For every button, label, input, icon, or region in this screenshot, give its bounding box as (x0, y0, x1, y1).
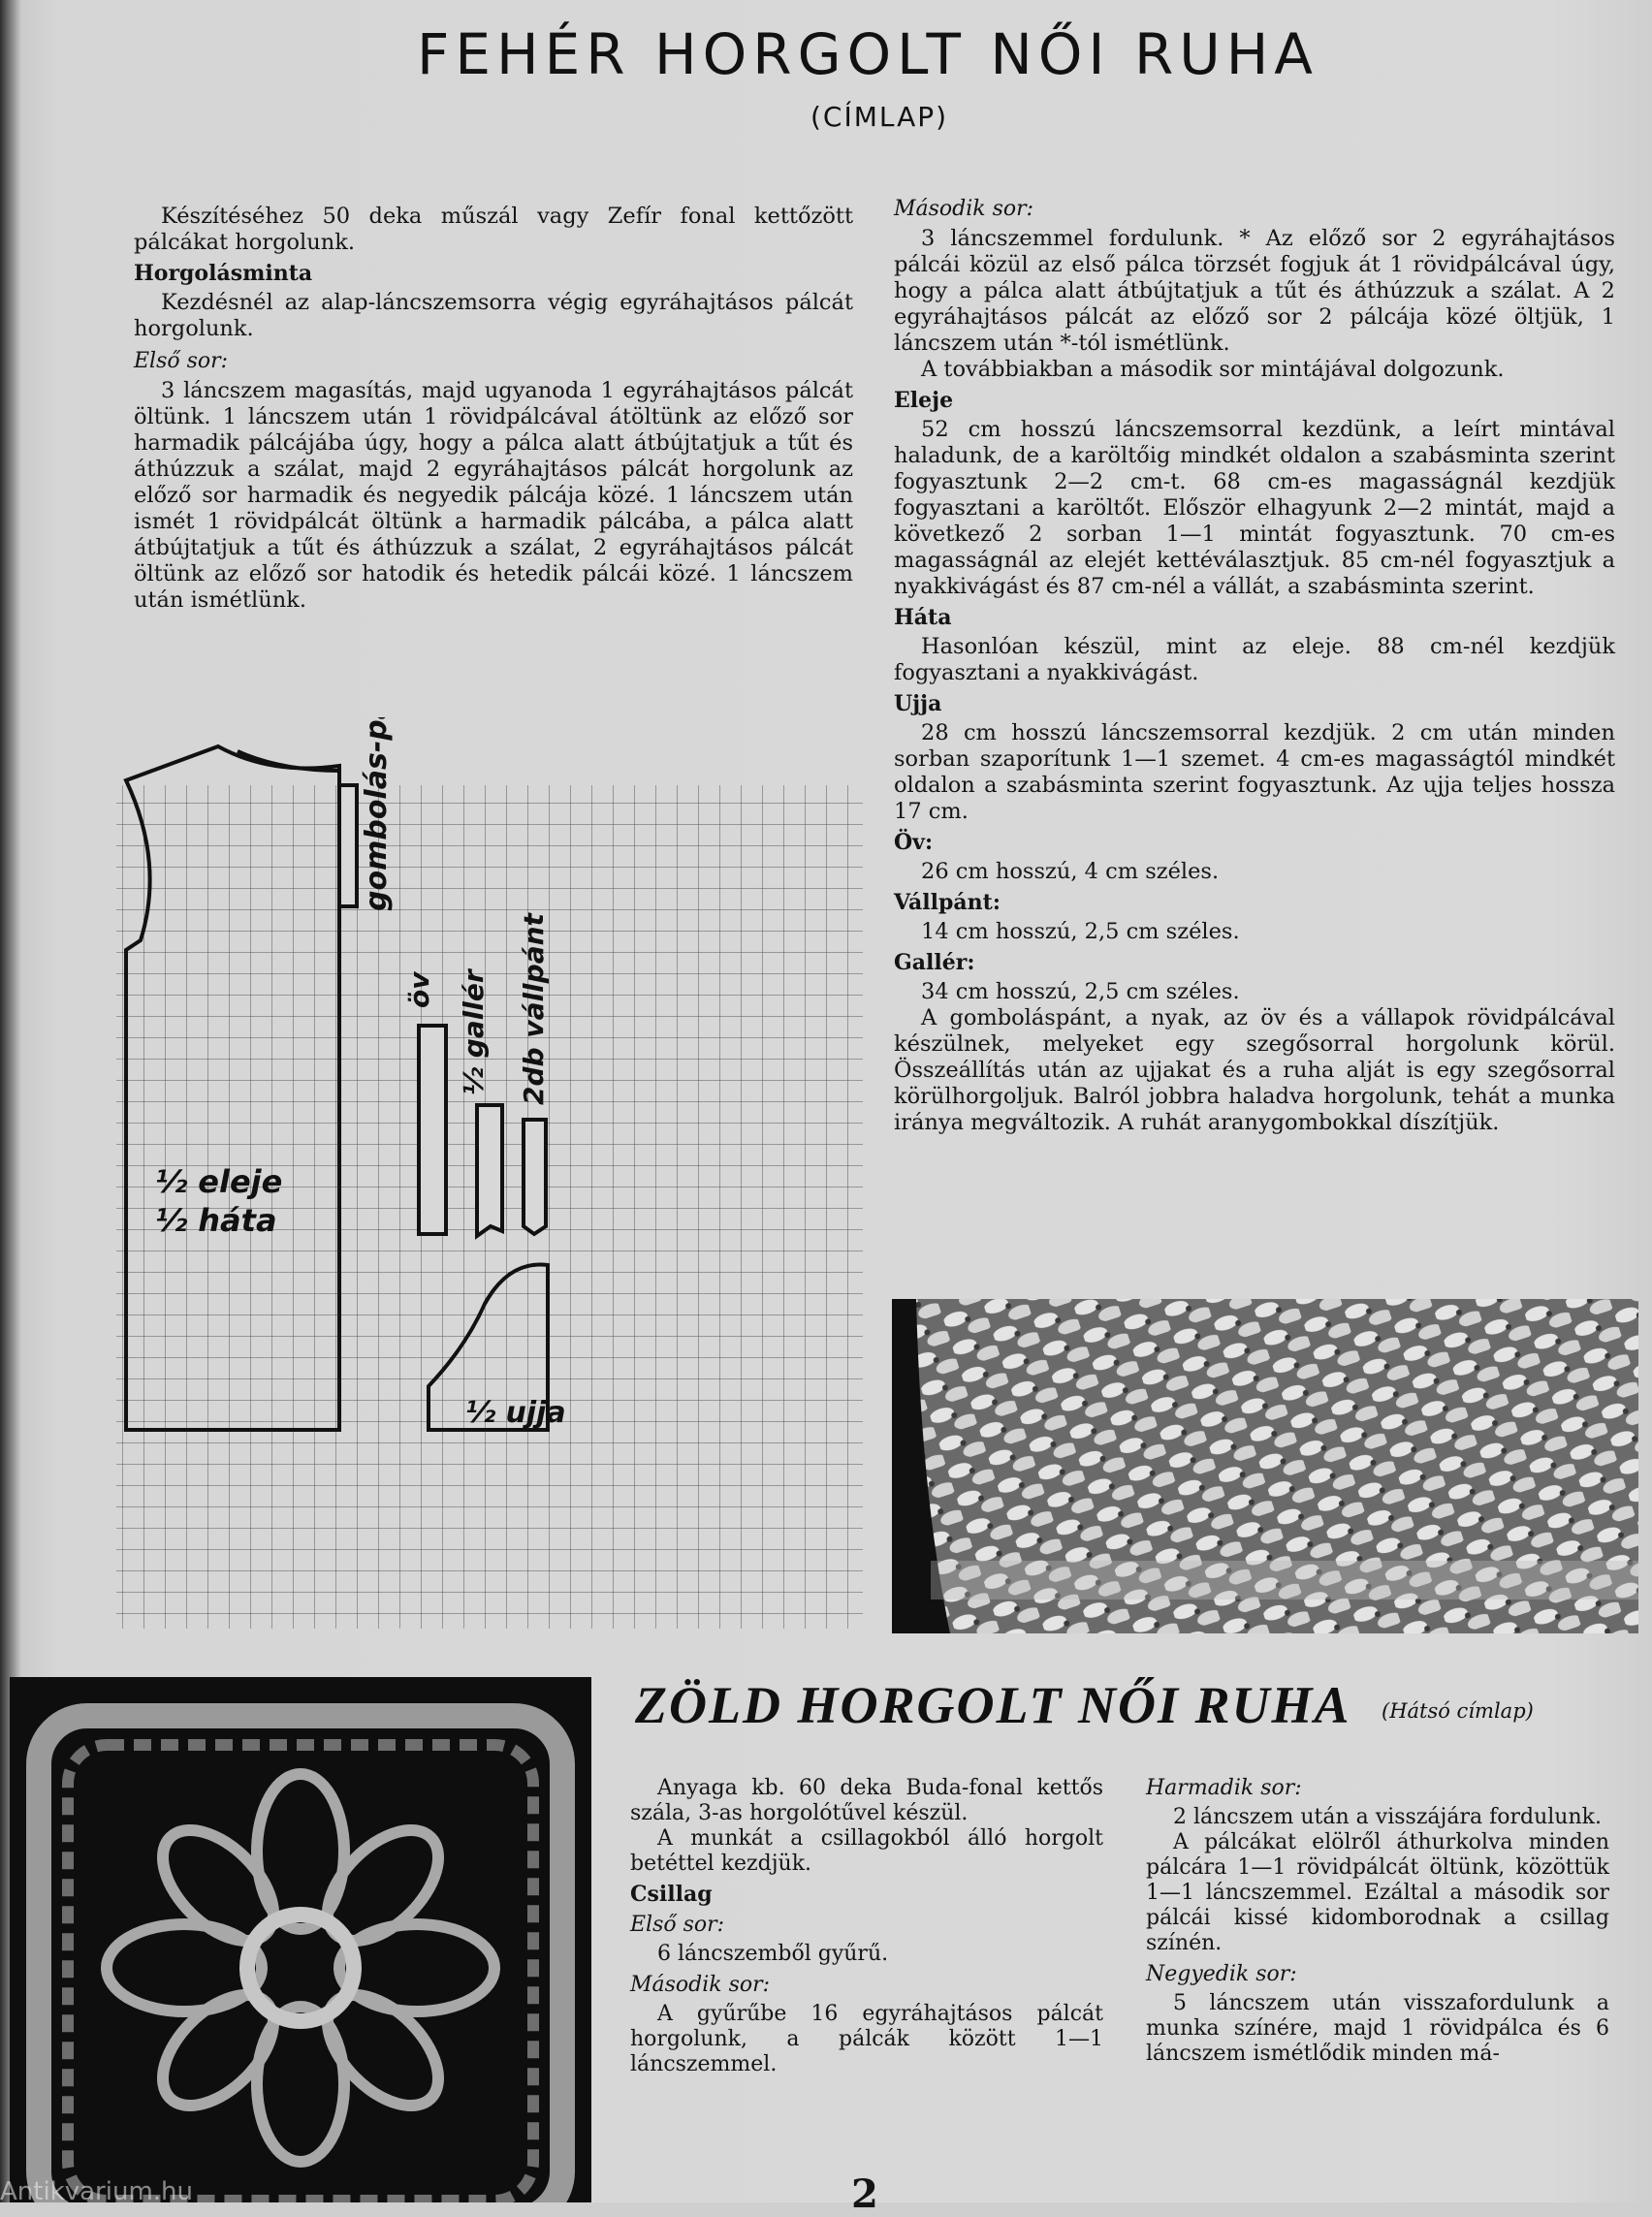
shoulder-strap-shape (524, 1120, 546, 1234)
collar-paragraph: 34 cm hosszú, 2,5 cm széles. (921, 979, 1240, 1004)
page-subtitle: (CÍMLAP) (810, 101, 949, 133)
back-paragraph: Hasonlóan készül, mint az eleje. 88 cm-nél kezdjük fogyasztani a nyakkivágást. (894, 634, 1615, 685)
right-column (894, 190, 1615, 1136)
collar-heading: Gallér: (894, 950, 975, 975)
pattern-paragraph: Kezdésnél az alap-láncszemsorra végig egyráhajtásos pálcát horgolunk. (134, 290, 853, 341)
label-eleje: ½ eleje (155, 1163, 283, 1200)
label-hata: ½ háta (155, 1202, 277, 1239)
left-column (134, 204, 853, 614)
second-row-paragraph-2: A továbbiakban a második sor mintájával dolgozunk. (921, 357, 1505, 382)
section2-right-column (1146, 1776, 1609, 2067)
white-crochet-photo (892, 1299, 1638, 1633)
second-row-paragraph: 3 láncszemmel fordulunk. * Az előző sor 2 egyráhajtásos pálcái közül az első pálca törzsét fogjuk át 1 rövidpálcával úgy, hogy a pálca alatt átbújtatjuk a tűt és áthúzzuk a szálat. A 2 egyráhajtásos pálcát az előző sor 2 pálcája közé öltjük, 1 láncszem után *-tól ismétlünk. (894, 226, 1615, 356)
s2-third-row-label: Harmadik sor: (1146, 1776, 1302, 1800)
section2-intro-1: Anyaga kb. 60 deka Buda-fonal kettős szála, 3-as horgolótűvel készül. (630, 1776, 1103, 1825)
second-row-label: Második sor: (894, 197, 1034, 221)
s2-fourth-row-text: 5 láncszem után visszafordulunk a munka színére, majd 1 rövidpálca és 6 láncszem ismétlődik minden má- (1146, 1991, 1609, 2066)
s2-second-row-label: Második sor: (630, 1973, 771, 1997)
belt-shape (419, 1026, 446, 1234)
s2-third-row-text-2: A pálcákat elölről áthurkolva minden pálcára 1—1 rövidpálcát öltünk, közöttük 1—1 láncszemmel. Ezáltal a második sor pálcái kissé kidomborodnak a csillag színén. (1146, 1830, 1609, 1955)
intro-paragraph: Készítéséhez 50 deka műszál vagy Zefír fonal kettőzött pálcákat horgolunk. (134, 204, 853, 255)
strap-paragraph: 14 cm hosszú, 2,5 cm széles. (921, 919, 1240, 944)
watermark: Antikvarium.hu (0, 2177, 193, 2206)
back-heading: Háta (894, 605, 952, 630)
page-number: 2 (851, 2171, 878, 2217)
label-vallpant: 2db vállpánt (518, 913, 550, 1105)
sleeve-paragraph: 28 cm hosszú láncszemsorral kezdjük. 2 cm után minden sorban szaporítunk 1—1 szemet. 4 cm-es magasságtól mindkét oldalon a szabásminta szerint fogyasztunk. Az ujja teljes hossza 17 cm. (894, 720, 1615, 824)
label-ov: öv (403, 971, 435, 1008)
crochet-square-photo (10, 1677, 591, 2202)
fabric-edge (931, 1561, 1638, 1599)
sewing-pattern-diagram (58, 717, 863, 1629)
s2-first-row-text: 6 láncszemből gyűrű. (657, 1942, 889, 1966)
section2-title: ZÖLD HORGOLT NŐI RUHA (635, 1676, 1351, 1734)
s2-first-row-label: Első sor: (630, 1913, 725, 1937)
belt-paragraph: 26 cm hosszú, 4 cm széles. (921, 859, 1220, 884)
section2-intro-2: A munkát a csillagokból álló horgolt betéttel kezdjük. (630, 1826, 1103, 1876)
front-paragraph: 52 cm hosszú láncszemsorral kezdünk, a leírt mintával haladunk, de a karöltőig mindkét oldalon a szabásminta szerint fogyasztunk 2—2 cm-t. 68 cm-es magasságnál kezdjük fogyasztani a karöltőt. Először elhagyunk 2—2 mintát, majd a következő 2 sorban 1—1 mintát fogyasztunk. 70 cm-es magasságnál az elejét kettéválasztjuk. 85 cm-nél fogyasztjuk a nyakkivágást és 87 cm-nél a vállát, a szabásminta szerint. (894, 417, 1615, 599)
section2-left-column (630, 1776, 1103, 2077)
front-heading: Eleje (894, 388, 954, 413)
collar-shape (477, 1105, 502, 1236)
label-gombolas: gombolás-pánt (360, 717, 394, 911)
belt-heading: Öv: (894, 830, 934, 855)
s2-third-row-text: 2 láncszem után a visszájára fordulunk. (1173, 1805, 1602, 1829)
label-galler: ½ gallér (458, 969, 490, 1095)
closing-paragraph: A gomboláspánt, a nyak, az öv és a vállapok rövidpálcával készülnek, melyeket egy szegősorral horgolunk körül. Összeállítás után az ujjakat és a ruha alját is egy szegősorral körülhorgoljuk. Balról jobbra haladva horgolunk, tehát a munka iránya megváltozik. A ruhát aranygombokkal díszítjük. (894, 1005, 1615, 1135)
page-title: FEHÉR HORGOLT NŐI RUHA (417, 21, 1318, 87)
button-band-shape (339, 785, 357, 906)
strap-heading: Vállpánt: (894, 890, 1001, 915)
section2-subtitle: (Hátsó címlap) (1382, 1699, 1534, 1723)
s2-second-row-text: A gyűrűbe 16 egyráhajtásos pálcát horgolunk, a pálcák között 1—1 láncszemmel. (630, 2002, 1103, 2076)
sleeve-heading: Ujja (894, 691, 942, 716)
s2-fourth-row-label: Negyedik sor: (1146, 1962, 1297, 1986)
first-row-paragraph: 3 láncszem magasítás, majd ugyanoda 1 egyráhajtásos pálcát öltünk. 1 láncszem után 1 rövidpálcával átöltünk az előző sor harmadik pálcájába úgy, hogy a pálca alatt átbújtatjuk a tűt és áthúzzuk a szálat, majd 2 egyráhajtásos pálcát horgolunk az előző sor harmadik és negyedik pálcája közé. 1 láncszem után ismét 1 rövidpálcát öltünk a harmadik pálcába, a pálca alatt átbújtatjuk a tűt és áthúzzuk a szálat, 2 egyráhajtásos pálcát öltünk az előző sor hatodik és hetedik pálcái közé. 1 láncszem után ismétlünk. (134, 378, 853, 613)
star-heading: Csillag (630, 1882, 713, 1907)
first-row-label: Első sor: (134, 349, 229, 373)
pattern-heading: Horgolásminta (134, 261, 313, 286)
label-ujja: ½ ujja (465, 1396, 566, 1430)
